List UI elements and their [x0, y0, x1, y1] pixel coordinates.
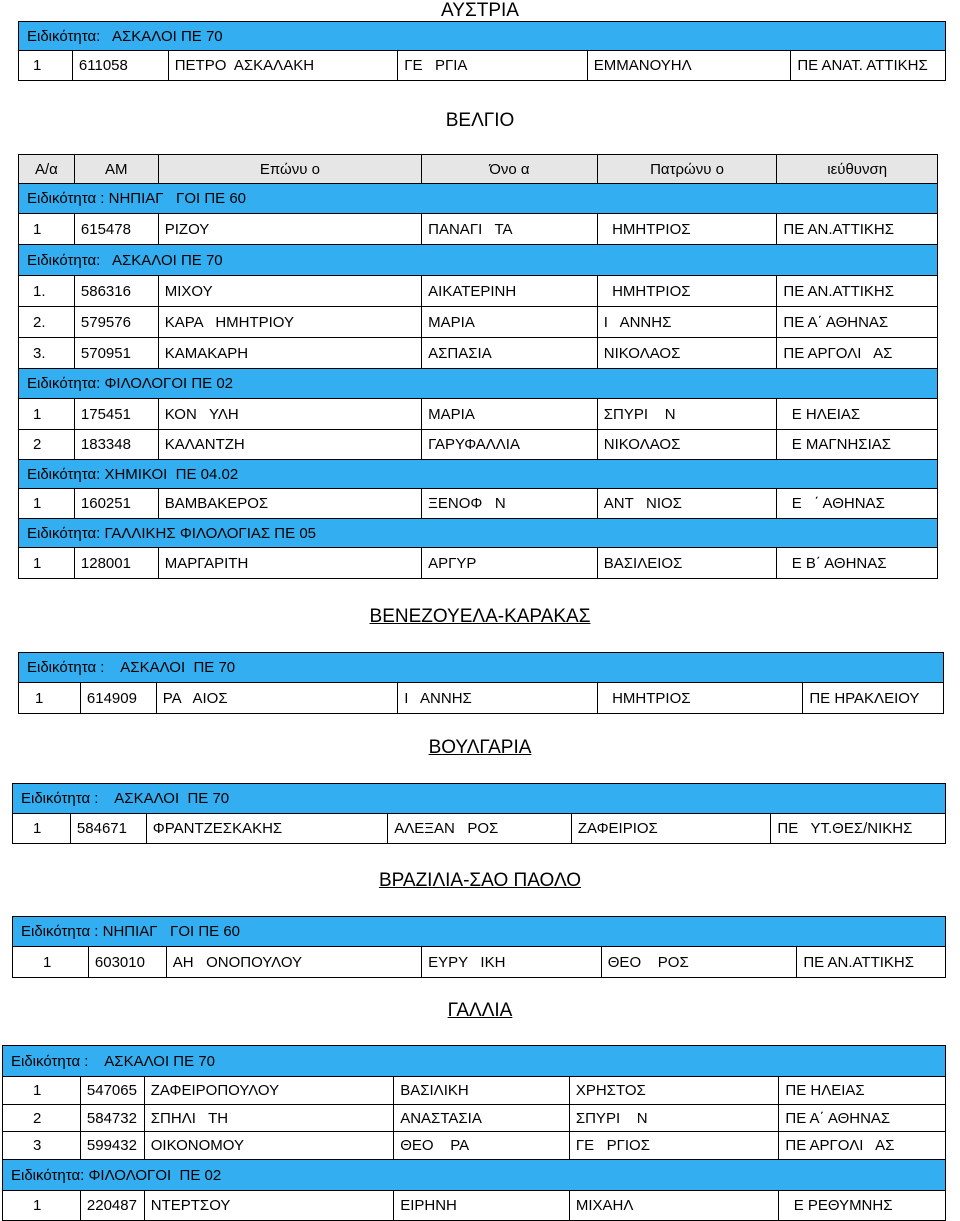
row-directorate: ΠΕ ΑΝ.ΑΤΤΙΚΗΣ — [783, 282, 895, 300]
row-father: ΣΠΥΡΙ Ν — [598, 399, 778, 429]
table-row — [2, 1191, 946, 1221]
specialty-label: Ειδικότητα: ΓΑΛΛΙΚΗΣ ΦΙΛΟΛΟΓΙΑΣ ΠΕ 05 — [27, 524, 316, 542]
row-name: ΜΑΡΙΑ — [422, 307, 598, 337]
row-name: ΓΕ ΡΓΙΑ — [398, 51, 588, 80]
specialty-row — [12, 783, 946, 814]
specialty-label: Ειδικότητα : ΝΗΠΙΑΓ ΓΟΙ ΠΕ 60 — [27, 190, 247, 207]
row-directorate: Ε ΄ ΑΘΗΝΑΣ — [783, 495, 885, 512]
row-index: 2. — [19, 307, 75, 337]
row-index: 1 — [19, 683, 81, 713]
country-title-venezuela: ΒΕΝΕΖΟΥΕΛΑ-ΚΑΡΑΚΑΣ — [369, 606, 591, 627]
row-surname: ΠΕΤΡΟ ΑΣΚΑΛΑΚΗ — [169, 51, 399, 80]
row-father: ΗΜΗΤΡΙΟΣ — [598, 683, 804, 713]
row-index: 3. — [19, 338, 75, 368]
table-row — [18, 307, 938, 338]
table-row — [2, 1105, 946, 1132]
table-row — [12, 947, 946, 978]
row-father: ΕΜΜΑΝΟΥΗΛ — [588, 51, 792, 80]
row-am: 579576 — [75, 307, 159, 337]
row-father: ΧΡΗΣΤΟΣ — [570, 1077, 780, 1104]
table-header — [18, 154, 938, 184]
row-surname: ΜΙΧΟΥ — [159, 276, 422, 306]
table-row — [18, 430, 938, 460]
row-name: ΑΡΓΥΡ — [422, 548, 598, 578]
row-directorate: ΠΕ ΑΝ.ΑΤΤΙΚΗΣ — [783, 220, 895, 238]
row-surname: ΡΑ ΑΙΟΣ — [157, 683, 398, 713]
row-directorate: ΠΕ ΥΤ.ΘΕΣ/ΝΙΚΗΣ — [777, 820, 913, 837]
row-surname: ΝΤΕΡΤΣΟΥ — [145, 1191, 394, 1220]
country-title-vrazilia: ΒΡΑΖΙΛΙΑ-ΣΑΟ ΠΑΟΛΟ — [378, 870, 582, 891]
row-father: ΖΑΦΕΙΡΙΟΣ — [572, 814, 772, 843]
row-father: ΒΑΣΙΛΕΙΟΣ — [598, 548, 778, 578]
row-father: ΓΕ ΡΓΙΟΣ — [570, 1132, 780, 1159]
table-row — [12, 814, 946, 844]
row-directorate: ΠΕ Α΄ ΑΘΗΝΑΣ — [785, 1109, 891, 1127]
table-row — [18, 214, 938, 245]
row-directorate: ΠΕ ΗΡΑΚΛΕΙΟΥ — [809, 689, 920, 707]
row-name: ΕΥΡΥ ΙΚΗ — [422, 947, 602, 977]
row-father: ΜΙΧΑΗΛ — [570, 1191, 780, 1220]
row-directorate: Ε ΡΕΘΥΜΝΗΣ — [785, 1197, 893, 1214]
specialty-row — [18, 519, 938, 548]
row-father: ΣΠΥΡΙ Ν — [570, 1105, 780, 1131]
header-am: ΑΜ — [75, 155, 159, 183]
row-father: Ι ΑΝΝΗΣ — [598, 307, 778, 337]
specialty-row — [18, 369, 938, 399]
row-surname: ΒΑΜΒΑΚΕΡΟΣ — [159, 489, 422, 518]
row-am: 615478 — [75, 214, 159, 244]
header-aa: Α/α — [19, 155, 75, 183]
row-am: 584732 — [81, 1105, 145, 1131]
row-surname: ΚΑΜΑΚΑΡΗ — [159, 338, 422, 368]
row-name: ΕΙΡΗΝΗ — [394, 1191, 570, 1220]
specialty-label: Ειδικότητα: ΑΣΚΑΛΟΙ ΠΕ 70 — [27, 251, 223, 269]
country-title-austria: ΑΥΣΤΡΙΑ — [441, 0, 519, 21]
row-directorate: ΠΕ ΗΛΕΙΑΣ — [785, 1082, 865, 1099]
row-am: 586316 — [75, 276, 159, 306]
country-title-gallia: ΓΑΛΛΙΑ — [447, 1000, 513, 1021]
row-surname: ΚΟΝ ΥΛΗ — [159, 399, 422, 429]
header-surname: Επώνυ ο — [159, 155, 422, 183]
table-row — [18, 683, 944, 714]
row-directorate: Ε ΗΛΕΙΑΣ — [783, 405, 861, 423]
row-index: 1 — [19, 399, 75, 429]
row-am: 547065 — [81, 1077, 145, 1104]
row-name: ΘΕΟ ΡΑ — [394, 1132, 570, 1159]
table-row — [18, 489, 938, 519]
row-name: ΑΝΑΣΤΑΣΙΑ — [394, 1105, 570, 1131]
row-index: 3 — [3, 1132, 81, 1159]
specialty-label: Ειδικότητα: ΦΙΛΟΛΟΓΟΙ ΠΕ 02 — [27, 375, 234, 392]
row-index: 1 — [3, 1077, 81, 1104]
row-index: 1 — [19, 548, 75, 578]
table-row — [18, 548, 938, 579]
row-name: ΞΕΝΟΦ Ν — [422, 489, 598, 518]
row-directorate: ΠΕ ΑΝ.ΑΤΤΙΚΗΣ — [803, 953, 915, 971]
row-father: ΗΜΗΤΡΙΟΣ — [598, 276, 778, 306]
row-name: Ι ΑΝΝΗΣ — [398, 683, 598, 713]
country-title-belgio: ΒΕΛΓΙΟ — [445, 110, 515, 131]
row-name: ΓΑΡΥΦΑΛΛΙΑ — [422, 430, 598, 459]
row-father: ΝΙΚΟΛΑΟΣ — [598, 430, 778, 459]
row-father: ΗΜΗΤΡΙΟΣ — [598, 214, 778, 244]
specialty-label: Ειδικότητα: ΑΣΚΑΛΟΙ ΠΕ 70 — [27, 27, 223, 45]
row-am: 603010 — [89, 947, 167, 977]
row-index: 1 — [19, 489, 75, 518]
header-father: Πατρώνυ ο — [598, 155, 778, 183]
row-index: 1 — [13, 814, 71, 843]
row-index: 2 — [19, 430, 75, 459]
row-index: 2 — [3, 1105, 81, 1131]
row-surname: ΦΡΑΝΤΖΕΣΚΑΚΗΣ — [147, 814, 388, 843]
table-row — [18, 338, 938, 369]
specialty-row — [18, 460, 938, 489]
row-index: 1 — [19, 51, 73, 80]
specialty-label: Ειδικότητα: ΦΙΛΟΛΟΓΟΙ ΠΕ 02 — [11, 1166, 222, 1184]
row-father: ΑΝΤ ΝΙΟΣ — [598, 489, 778, 518]
row-directorate: ΠΕ ΑΝΑΤ. ΑΤΤΙΚΗΣ — [797, 57, 928, 74]
row-name: ΑΙΚΑΤΕΡΙΝΗ — [422, 276, 598, 306]
row-directorate: ΠΕ ΑΡΓΟΛΙ ΑΣ — [783, 344, 893, 362]
table-row — [2, 1132, 946, 1160]
row-am: 175451 — [75, 399, 159, 429]
specialty-row — [18, 184, 938, 214]
row-name: ΒΑΣΙΛΙΚΗ — [394, 1077, 570, 1104]
header-directorate: ιεύθυνση — [827, 160, 888, 178]
table-row — [2, 1077, 946, 1105]
specialty-row — [12, 916, 946, 947]
specialty-row — [18, 245, 938, 276]
row-directorate: ΠΕ Α΄ ΑΘΗΝΑΣ — [783, 313, 889, 331]
row-father: ΘΕΟ ΡΟΣ — [602, 947, 798, 977]
row-surname: ΚΑΡΑ ΗΜΗΤΡΙΟΥ — [159, 307, 422, 337]
row-surname: ΖΑΦΕΙΡΟΠΟΥΛΟΥ — [145, 1077, 394, 1104]
specialty-label: Ειδικότητα : ΑΣΚΑΛΟΙ ΠΕ 70 — [11, 1052, 215, 1070]
row-surname: ΟΙΚΟΝΟΜΟΥ — [145, 1132, 394, 1159]
specialty-row — [2, 1160, 946, 1191]
row-am: 160251 — [75, 489, 159, 518]
row-name: ΜΑΡΙΑ — [422, 399, 598, 429]
row-surname: ΣΠΗΛΙ ΤΗ — [145, 1105, 394, 1131]
row-index: 1 — [3, 1191, 81, 1220]
row-index: 1 — [13, 947, 89, 977]
row-am: 183348 — [75, 430, 159, 459]
specialty-label: Ειδικότητα : ΑΣΚΑΛΟΙ ΠΕ 70 — [27, 659, 236, 676]
row-name: ΑΛΕΞΑΝ ΡΟΣ — [388, 814, 572, 843]
row-index: 1 — [19, 214, 75, 244]
row-am: 611058 — [73, 51, 169, 80]
row-directorate: Ε Β΄ ΑΘΗΝΑΣ — [783, 554, 887, 572]
row-am: 614909 — [81, 683, 157, 713]
table-row — [18, 276, 938, 307]
row-name: ΑΣΠΑΣΙΑ — [422, 338, 598, 368]
country-title-voulgaria: ΒΟΥΛΓΑΡΙΑ — [428, 737, 532, 758]
row-surname: ΚΑΛΑΝΤΖΗ — [159, 430, 422, 459]
row-surname: ΡΙΖΟΥ — [159, 214, 422, 244]
row-surname: ΑΗ ΟΝΟΠΟΥΛΟΥ — [167, 947, 422, 977]
specialty-row — [18, 21, 946, 51]
specialty-label: Ειδικότητα : ΑΣΚΑΛΟΙ ΠΕ 70 — [21, 790, 230, 807]
row-father: ΝΙΚΟΛΑΟΣ — [598, 338, 778, 368]
row-name: ΠΑΝΑΓΙ ΤΑ — [422, 214, 598, 244]
row-am: 584671 — [71, 814, 147, 843]
row-am: 570951 — [75, 338, 159, 368]
specialty-label: Ειδικότητα: ΧΗΜΙΚΟΙ ΠΕ 04.02 — [27, 465, 239, 483]
row-index: 1. — [19, 276, 75, 306]
row-am: 128001 — [75, 548, 159, 578]
row-directorate: Ε ΜΑΓΝΗΣΙΑΣ — [783, 436, 892, 453]
header-name: Όνο α — [422, 155, 598, 183]
row-directorate: ΠΕ ΑΡΓΟΛΙ ΑΣ — [785, 1137, 895, 1154]
table-row — [18, 51, 946, 81]
row-am: 220487 — [81, 1191, 145, 1220]
specialty-label: Ειδικότητα : ΝΗΠΙΑΓ ΓΟΙ ΠΕ 60 — [21, 923, 241, 940]
specialty-row — [18, 652, 944, 683]
row-surname: ΜΑΡΓΑΡΙΤΗ — [159, 548, 422, 578]
row-am: 599432 — [81, 1132, 145, 1159]
table-row — [18, 399, 938, 430]
specialty-row — [2, 1045, 946, 1077]
